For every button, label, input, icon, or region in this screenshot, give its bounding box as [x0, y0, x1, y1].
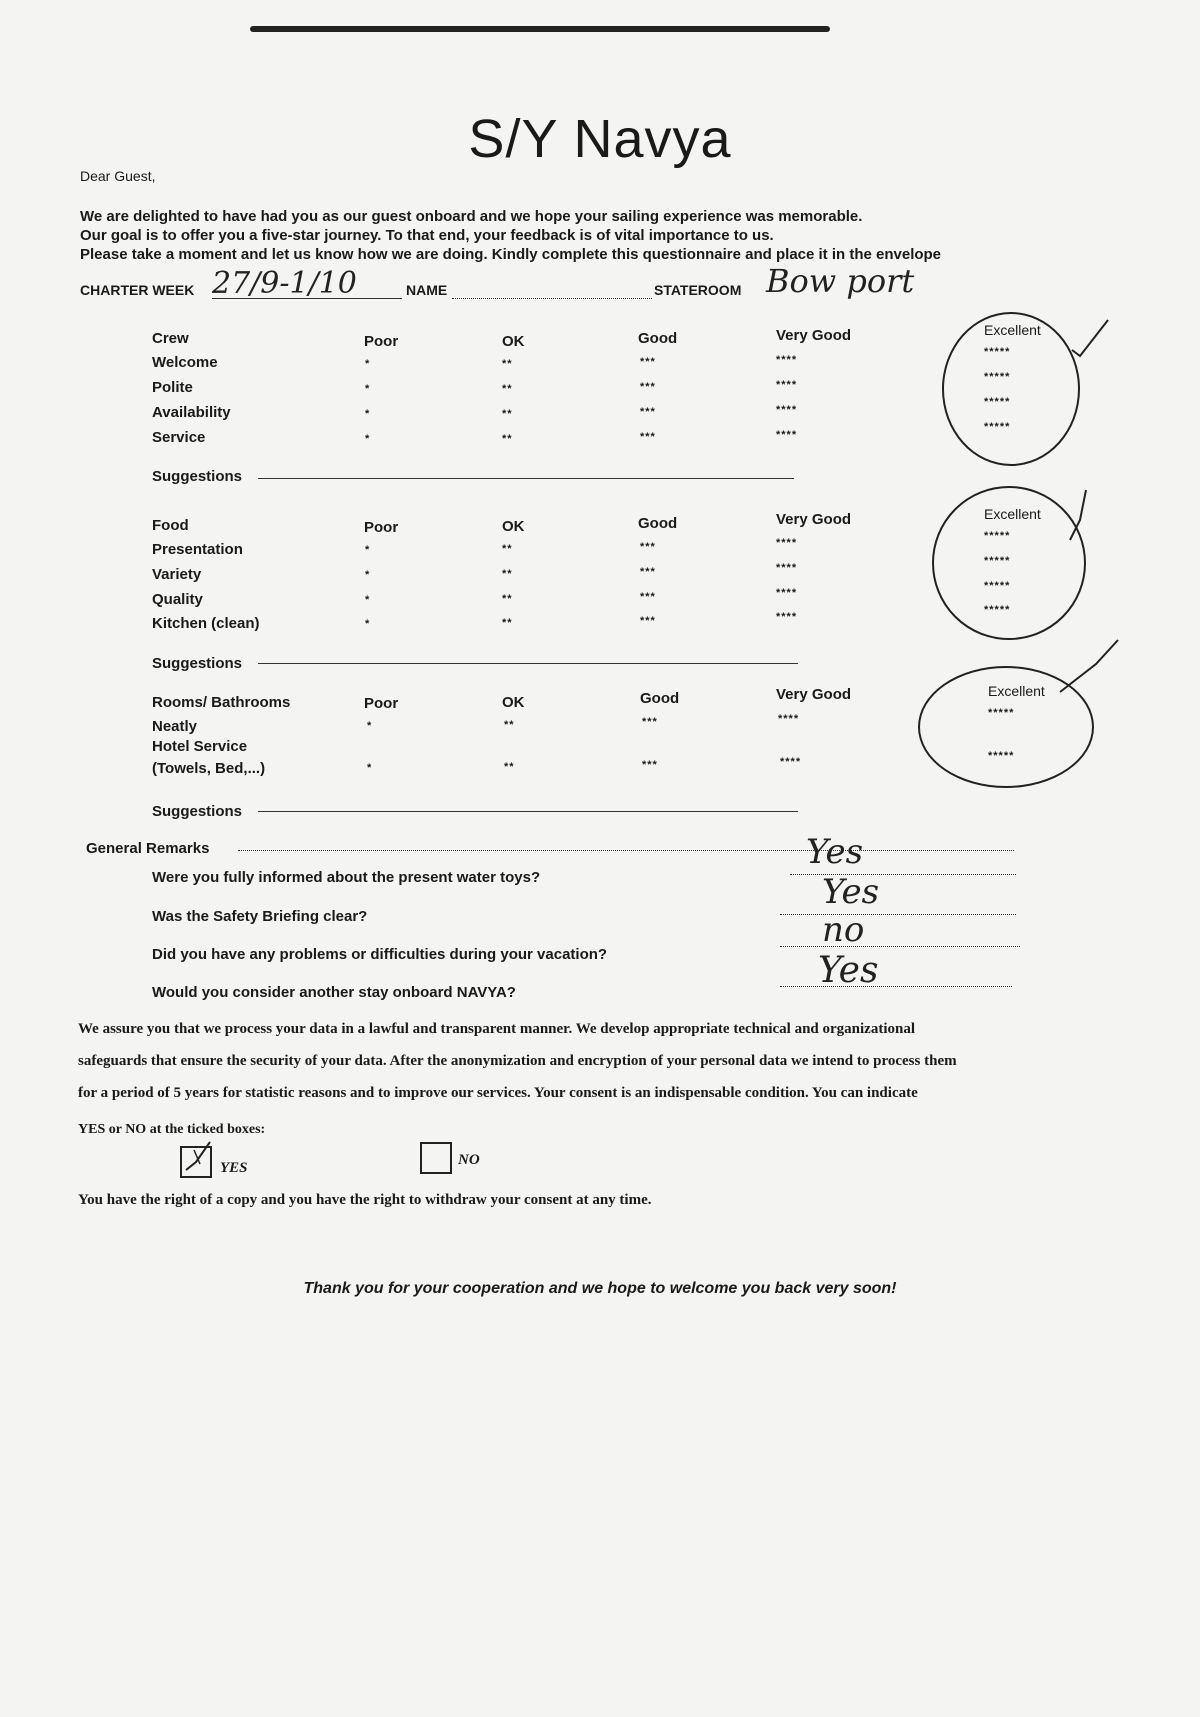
crew-heading: Crew: [152, 330, 189, 347]
no-label: NO: [458, 1152, 480, 1168]
privacy-line: We assure you that we process your data in a lawful and transparent manner. We develop appropriate technical and organizational: [78, 1021, 916, 1037]
crew-item: Welcome: [152, 354, 218, 371]
rating-very-good[interactable]: ****: [776, 611, 798, 623]
poor-header: Poor: [364, 695, 399, 712]
rooms-item: (Towels, Bed,...): [152, 760, 266, 777]
food-item: Quality: [152, 591, 203, 608]
ok-header: OK: [502, 518, 525, 535]
rating-good[interactable]: ***: [640, 591, 656, 603]
very-good-header: Very Good: [776, 327, 852, 344]
rating-good[interactable]: ***: [640, 541, 656, 553]
food-item: Variety: [152, 566, 202, 583]
rooms-heading: Rooms/ Bathrooms: [152, 694, 291, 711]
yes-label: YES: [220, 1160, 248, 1176]
answer-field[interactable]: no: [822, 910, 865, 950]
rating-excellent[interactable]: *****: [984, 530, 1011, 542]
rating-excellent[interactable]: *****: [984, 580, 1011, 592]
rating-ok[interactable]: **: [502, 617, 513, 629]
good-header: Good: [638, 330, 678, 347]
intro-line-3: Please take a moment and let us know how we are doing. Kindly complete this questionnaire and place it in the envelope: [80, 246, 942, 263]
rating-good[interactable]: ***: [640, 381, 656, 393]
rating-very-good[interactable]: ****: [776, 404, 798, 416]
question-text: Did you have any problems or difficulties during your vacation?: [152, 946, 608, 963]
rating-poor[interactable]: *: [365, 618, 371, 630]
rating-good[interactable]: ***: [640, 566, 656, 578]
privacy-line: for a period of 5 years for statistic reasons and to improve our services. Your consent is an indispensable condition. You can indicate: [78, 1085, 918, 1101]
rating-ok[interactable]: **: [502, 543, 513, 555]
question-text: Were you fully informed about the present water toys?: [152, 869, 541, 886]
rating-good[interactable]: ***: [642, 716, 658, 728]
crew-item: Service: [152, 429, 206, 446]
excellent-header: Excellent: [984, 506, 1041, 522]
rating-ok[interactable]: **: [502, 383, 513, 395]
question-text: Would you consider another stay onboard NAVYA?: [152, 984, 516, 1001]
rating-ok[interactable]: **: [502, 358, 513, 370]
rooms-item: Neatly: [152, 718, 198, 735]
general-remarks-label: General Remarks: [86, 840, 210, 857]
rating-excellent[interactable]: *****: [984, 421, 1011, 433]
stateroom-field[interactable]: Bow port: [766, 262, 915, 300]
crew-item: Polite: [152, 379, 193, 396]
rating-very-good[interactable]: ****: [776, 587, 798, 599]
rating-poor[interactable]: *: [365, 433, 371, 445]
question-text: Was the Safety Briefing clear?: [152, 908, 368, 925]
rating-good[interactable]: ***: [640, 406, 656, 418]
privacy-line: YES or NO at the ticked boxes:: [78, 1122, 266, 1137]
poor-header: Poor: [364, 519, 399, 536]
rating-poor[interactable]: *: [365, 358, 371, 370]
rating-poor[interactable]: *: [365, 544, 371, 556]
very-good-header: Very Good: [776, 511, 852, 528]
rating-poor[interactable]: *: [367, 762, 373, 774]
rating-very-good[interactable]: ****: [778, 713, 800, 725]
rating-poor[interactable]: *: [365, 408, 371, 420]
check-mark-icon: [186, 1142, 210, 1170]
suggestions-label: Suggestions: [152, 468, 243, 485]
stateroom-label: STATEROOM: [654, 282, 742, 298]
excellent-header: Excellent: [988, 683, 1045, 699]
rights-text: You have the right of a copy and you have the right to withdraw your consent at any time.: [78, 1192, 652, 1208]
suggestions-label: Suggestions: [152, 655, 243, 672]
intro-line-1: We are delighted to have had you as our guest onboard and we hope your sailing experience was memorable.: [80, 208, 863, 225]
very-good-header: Very Good: [776, 686, 852, 703]
intro-line-2: Our goal is to offer you a five-star journey. To that end, your feedback is of vital importance to us.: [80, 227, 774, 244]
ok-header: OK: [502, 694, 525, 711]
food-item: Kitchen (clean): [152, 615, 260, 632]
poor-header: Poor: [364, 333, 399, 350]
rating-excellent[interactable]: *****: [984, 555, 1011, 567]
answer-field[interactable]: Yes: [822, 872, 880, 912]
rating-ok[interactable]: **: [502, 433, 513, 445]
suggestions-label: Suggestions: [152, 803, 243, 820]
rating-poor[interactable]: *: [365, 383, 371, 395]
rating-poor[interactable]: *: [367, 720, 373, 732]
rating-poor[interactable]: *: [365, 594, 371, 606]
check-mark-icon: [1072, 320, 1108, 356]
crew-item: Availability: [152, 404, 231, 421]
page-title: S/Y Navya: [468, 109, 732, 169]
rating-excellent[interactable]: *****: [988, 707, 1015, 719]
excellent-header: Excellent: [984, 322, 1041, 338]
rating-very-good[interactable]: ****: [780, 756, 802, 768]
food-heading: Food: [152, 517, 189, 534]
rating-excellent[interactable]: *****: [984, 346, 1011, 358]
ok-header: OK: [502, 333, 525, 350]
good-header: Good: [638, 515, 678, 532]
rating-excellent[interactable]: *****: [984, 371, 1011, 383]
rating-excellent[interactable]: *****: [984, 604, 1011, 616]
rating-very-good[interactable]: ****: [776, 354, 798, 366]
rating-good[interactable]: ***: [640, 431, 656, 443]
rating-excellent[interactable]: *****: [988, 750, 1015, 762]
rating-ok[interactable]: **: [502, 408, 513, 420]
rating-very-good[interactable]: ****: [776, 537, 798, 549]
charter-week-label: CHARTER WEEK: [80, 282, 195, 298]
charter-week-field[interactable]: 27/9-1/10: [212, 266, 357, 301]
rating-ok[interactable]: **: [502, 568, 513, 580]
rating-excellent[interactable]: *****: [984, 396, 1011, 408]
check-mark-icon: [1060, 640, 1118, 692]
answer-field[interactable]: Yes: [806, 832, 864, 872]
rating-very-good[interactable]: ****: [776, 429, 798, 441]
rating-good[interactable]: ***: [640, 615, 656, 627]
food-item: Presentation: [152, 541, 243, 558]
rooms-item: Hotel Service: [152, 738, 248, 755]
rating-poor[interactable]: *: [365, 569, 371, 581]
answer-field[interactable]: Yes: [818, 950, 879, 991]
rating-ok[interactable]: **: [502, 593, 513, 605]
rating-ok[interactable]: **: [504, 761, 515, 773]
privacy-line: safeguards that ensure the security of your data. After the anonymization and encryption of your personal data we intend to process them: [78, 1053, 957, 1069]
rating-good[interactable]: ***: [642, 759, 658, 771]
thanks-footer: Thank you for your cooperation and we hope to welcome you back very soon!: [303, 1280, 897, 1297]
rating-ok[interactable]: **: [504, 719, 515, 731]
good-header: Good: [640, 690, 680, 707]
rating-very-good[interactable]: ****: [776, 562, 798, 574]
check-mark-icon: [1070, 490, 1086, 540]
name-label: NAME: [406, 282, 448, 298]
greeting: Dear Guest,: [80, 168, 156, 184]
rating-very-good[interactable]: ****: [776, 379, 798, 391]
rating-good[interactable]: ***: [640, 356, 656, 368]
